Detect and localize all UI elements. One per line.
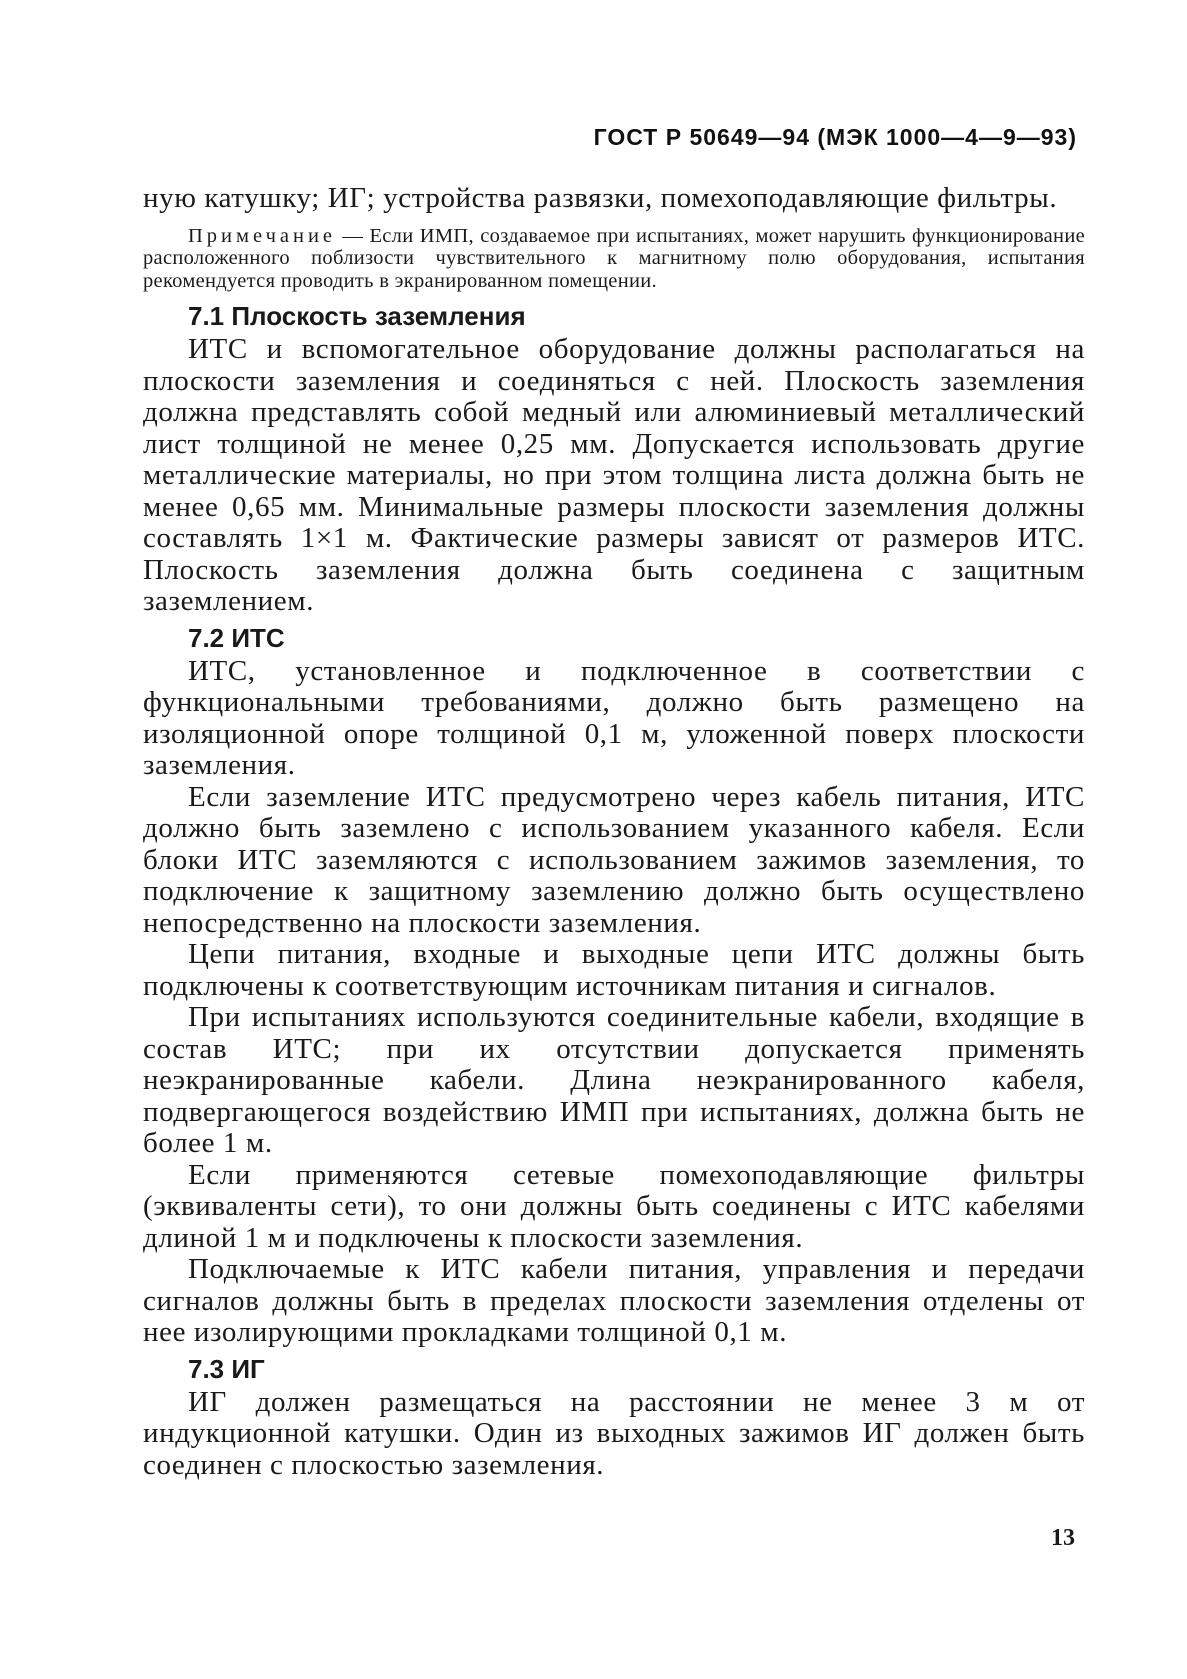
note-text: — Если ИМП, создаваемое при испытаниях, может нарушить функционирование расположенного поблизости чувствительного к магнитному полю оборудования, испытания рекомендуется проводить в экранированном помещении. bbox=[143, 224, 1085, 292]
section-7-2-paragraph: ИТС, установленное и подключенное в соответствии с функциональными требованиями, должно быть размещено на изоляционной опоре толщиной 0,1 м, уложенной поверх плоскости заземления. bbox=[143, 654, 1085, 781]
note-paragraph bbox=[143, 225, 1085, 293]
note-label: Примечание bbox=[188, 224, 337, 247]
section-7-3-paragraph: ИГ должен размещаться на расстоянии не менее 3 м от индукционной катушки. Один из выходных зажимов ИГ должен быть соединен с плоскостью заземления. bbox=[143, 1385, 1085, 1481]
section-7-2-paragraph: Если применяются сетевые помехоподавляющие фильтры (эквиваленты сети), то они должны быть соединены с ИТС кабелями длиной 1 м и подключены к плоскости заземления. bbox=[143, 1158, 1085, 1254]
section-7-2-paragraph: Если заземление ИТС предусмотрено через кабель питания, ИТС должно быть заземлено с использованием указанного кабеля. Если блоки ИТС заземляются с использованием зажимов заземления, то подключение к защитному заземлению должно быть осуществлено непосредственно на плоскости заземления. bbox=[143, 780, 1085, 939]
section-heading-7-3: 7.3 ИГ bbox=[188, 1353, 265, 1384]
document-header: ГОСТ Р 50649—94 (МЭК 1000—4—9—93) bbox=[593, 124, 1077, 150]
page-number: 13 bbox=[1051, 1525, 1075, 1551]
document-body bbox=[143, 183, 1085, 1481]
section-7-2-paragraph: Подключаемые к ИТС кабели питания, управления и передачи сигналов должны быть в пределах плоскости заземления отделены от нее изолирующими прокладками толщиной 0,1 м. bbox=[143, 1253, 1085, 1348]
section-7-2-paragraph: Цепи питания, входные и выходные цепи ИТС должны быть подключены к соответствующим источникам питания и сигналов. bbox=[143, 938, 1085, 1002]
section-heading-7-2: 7.2 ИТС bbox=[188, 622, 285, 653]
section-7-2-paragraph: При испытаниях используются соединительные кабели, входящие в состав ИТС; при их отсутствии допускается применять неэкранированные кабели. Длина неэкранированного кабеля, подвергающегося воздействию ИМП при испытаниях, должна быть не более 1 м. bbox=[143, 1001, 1085, 1159]
section-7-1-paragraph: ИТС и вспомогательное оборудование должны располагаться на плоскости заземления и соединяться с ней. Плоскость заземления должна представлять собой медный или алюминиевый металлический лист толщиной не менее 0,25 мм. Допускается использовать другие металлические материалы, но при этом толщина листа должна быть не менее 0,65 мм. Минимальные размеры плоскости заземления должны составлять 1×1 м. Фактические размеры зависят от размеров ИТС. Плоскость заземления должна быть соединена с защитным заземлением. bbox=[143, 333, 1085, 617]
section-heading-7-1: 7.1 Плоскость заземления bbox=[188, 301, 526, 331]
intro-paragraph: ную катушку; ИГ; устройства развязки, помехоподавляющие фильтры. bbox=[143, 182, 1058, 214]
